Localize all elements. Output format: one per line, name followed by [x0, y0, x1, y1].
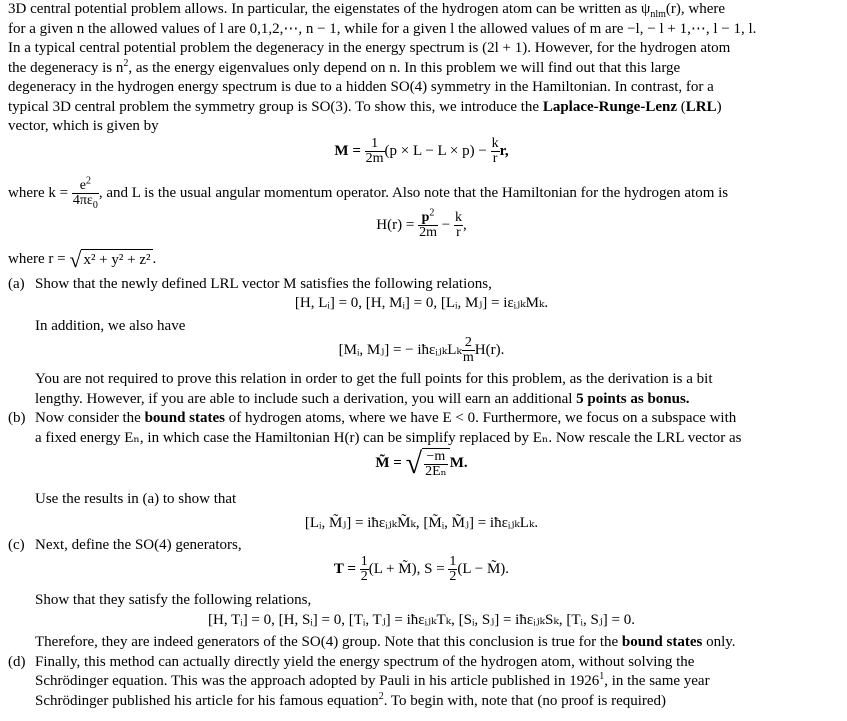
part-c-conclusion: Therefore, they are indeed generators of the SO(4) group. Note that this conclusion is true for the bound states only.: [35, 634, 736, 650]
part-d-line-2: Schrödinger equation. This was the approach adopted by Pauli in his article published in 1926$^1$, in the same year: [35, 671, 710, 689]
part-b-line-1: (b) Now consider the bound states of hydrogen atoms, where we have E < 0. Furthermore, we focus on a subspace with: [8, 410, 737, 426]
equation-lrl-vector: M = $\frac{1}{2m}$ (p × L − L × p) − $\frac{k}{r}$ r,: [334, 135, 509, 166]
where-r-line: where r = √ x² + y² + z² .: [8, 246, 157, 272]
part-b-equation-1: M̃ = √ $\frac{-m}{\text{2Eₙ}}$ M.: [375, 446, 468, 480]
part-d-line-1: (d) Finally, this method can actually directly yield the energy spectrum of the hydrogen atom, without solving the: [8, 653, 695, 670]
part-b: [8, 409, 835, 536]
footnote-ref-2[interactable]: 2: [378, 690, 384, 702]
part-a-equation-1: [H, Lᵢ] = 0, [H, Mᵢ] = 0, [Lᵢ, Mⱼ] = iεᵢⱼₖMₖ.: [294, 295, 549, 311]
equation-hamiltonian: H(r) = $\frac{p^2}{2m}$ − $\frac{k}{r}$ ,: [376, 206, 467, 240]
intro-line-4: the degeneracy is $n^2$, as the energy eigenvalues only depend on n. In this problem we will find out that this large: [8, 57, 681, 76]
part-a-intro: (a) Show that the newly defined LRL vector M satisfies the following relations,: [8, 275, 492, 292]
part-c-intro: (c) Next, define the SO(4) generators,: [8, 536, 242, 553]
part-c: [8, 536, 835, 653]
where-k-line: where k = $\frac{e^2}{4\pi\varepsilon_0}$ , and L is the usual angular momentum operator. Also note that the Hamiltonian for the hydrogen atom is: [8, 174, 729, 211]
part-a: [8, 275, 835, 410]
intro-line-2: for a given n the allowed values of l are 0,1,2,⋯, n − 1, while for a given l the allowed values of m are −l, − l + 1,⋯, l − 1, l.: [8, 20, 757, 37]
footnote-ref-1[interactable]: 1: [599, 671, 605, 682]
part-a-note-2: lengthy. However, if you are able to include such a derivation, you will earn an additional 5 points as bonus.: [35, 390, 690, 407]
part-c-equation-2: [H, Tᵢ] = 0, [H, Sᵢ] = 0, [Tᵢ, Tⱼ] = iħεᵢⱼₖTₖ, [Sᵢ, Sⱼ] = iħεᵢⱼₖSₖ, [Tᵢ, Sⱼ] = 0.: [208, 611, 635, 628]
part-b-equation-2: [Lᵢ, M̃ⱼ] = iħεᵢⱼₖM̃ₖ, [M̃ᵢ, M̃ⱼ] = iħεᵢⱼₖLₖ.: [304, 514, 539, 531]
part-b-line-2: a fixed energy Eₙ, in which case the Hamiltonian H(r) can be simplify replaced by Eₙ. Now rescale the LRL vector as: [35, 429, 742, 446]
intro-line-1: 3D central potential problem allows. In particular, the eigenstates of the hydrogen atom can be written as $\psi_{nlm}(r)$, where: [8, 1, 726, 20]
intro-line-5: degeneracy in the hydrogen energy spectrum is due to a hidden SO(4) symmetry in the Hamiltonian. In contrast, for a: [8, 79, 714, 95]
part-c-equation-1: T = $\frac{1}{2}$ (L + M̃), S = $\frac{1}{2}$ (L − M̃).: [333, 554, 510, 584]
part-a-also: In addition, we also have: [35, 317, 186, 334]
intro-line-3: In a typical central potential problem the degeneracy in the energy spectrum is (2l + 1). However, for the hydrogen atom: [8, 40, 731, 56]
part-a-note-1: You are not required to prove this relation in order to get the full points for this problem, as the derivation is a bit: [35, 371, 713, 387]
intro-line-6: typical 3D central problem the symmetry group is SO(3). To show this, we introduce the Laplace-Runge-Lenz (LRL): [8, 98, 722, 115]
part-b-use: Use the results in (a) to show that: [35, 491, 237, 507]
part-c-show: Show that they satisfy the following relations,: [35, 592, 312, 608]
part-a-equation-2: [Mᵢ, Mⱼ] = − iħεᵢⱼₖLₖ $\frac{2}{m}$ H(r).: [338, 335, 505, 365]
part-d: [8, 653, 835, 712]
intro-paragraph: [8, 0, 835, 137]
intro-line-7: vector, which is given by: [8, 118, 159, 134]
part-d-line-3: Schrödinger published his article for his famous equation$^2$. To begin with, note that (no proof is required): [35, 690, 667, 709]
